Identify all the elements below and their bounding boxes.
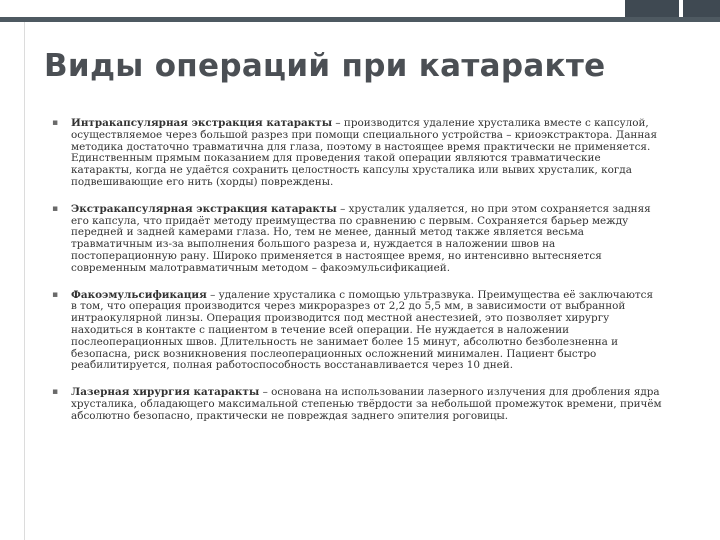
item-term: Интракапсулярная экстракция катаракты	[71, 117, 333, 129]
list-item	[52, 387, 662, 422]
bullet-icon: ▪	[52, 387, 59, 398]
item-term: Лазерная хирургия катаракты	[71, 386, 260, 399]
list-item	[52, 290, 662, 373]
top-rule	[0, 17, 720, 22]
slide-title: Виды операций при катаракте	[44, 48, 606, 84]
bullet-icon: ▪	[52, 203, 59, 214]
item-text: – производится удаление хрусталика вместе с капсулой, осуществляемое через большой разрез при помощи специального устройства – криоэкстрактора. Данная методика достаточно травматична для глаза, поэтому в настоящее время практически не применяется. Единственным прямым показанием для проведения такой операции являются травматические катаракты, когда не удаётся сохранить целостность капсулы хрусталика или вывих хрусталик, когда подвешивающие его нить (хорды) повреждены.	[71, 117, 658, 188]
operations-list	[52, 118, 662, 438]
item-term: Факоэмульсификация	[71, 288, 207, 301]
left-rule	[24, 22, 25, 540]
item-text: – хрусталик удаляется, но при этом сохраняется задняя его капсула, что придаёт методу преимущества по сравнению с первым. Сохраняется барьер между передней и задней камерами глаза. Но, тем не менее, данный метод также является весьма травматичным из-за выполнения большого разреза и, нуждается в наложении швов на постоперационную рану. Широко применяется в настоящее время, но интенсивно вытесняется современным малотравматичным методом – факоэмульсификацией.	[71, 202, 651, 274]
top-dark-block-2	[683, 0, 720, 17]
item-text: – удаление хрусталика с помощью ультразвука. Преимущества её заключаются в том, что операция производится через микроразрез от 2,2 до 5,5 мм, в зависимости от выбранной интраокулярной линзы. Операция производится под местной анестезией, это позволяет хирургу находиться в контакте с пациентом в течение всей операции. Не нуждается в наложении послеоперационных швов. Длительность не занимает более 15 минут, абсолютно безболезненна и безопасна, риск возникновения послеоперационных осложнений минимален. Пациент быстро реабилитируется, полная работоспособность восстанавливается через 10 дней.	[71, 288, 654, 372]
item-term: Экстракапсулярная экстракция катаракты	[71, 202, 337, 215]
top-decoration-bar	[0, 0, 720, 17]
bullet-icon: ▪	[52, 118, 59, 128]
top-dark-block-1	[625, 0, 679, 17]
bullet-icon: ▪	[52, 289, 59, 300]
list-item	[52, 204, 662, 275]
item-text: – основана на использовании лазерного излучения для дробления ядра хрусталика, обладающего максимальной степенью твёрдости за небольшой промежуток времени, причём абсолютно безопасно, практически не повреждая заднего эпителия роговицы.	[71, 386, 662, 422]
list-item	[52, 118, 662, 189]
